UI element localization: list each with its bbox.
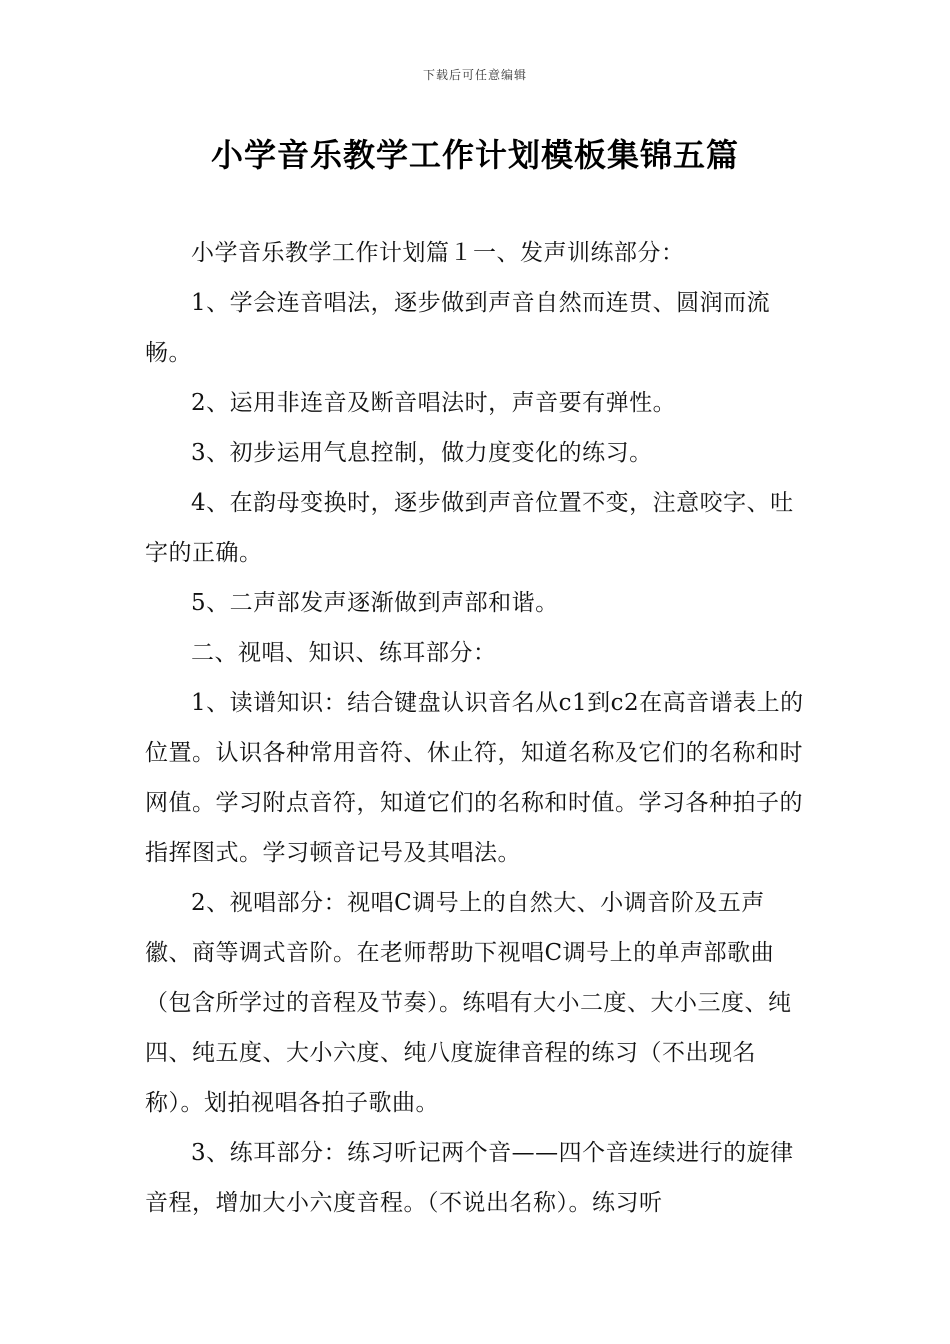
document-title: 小学音乐教学工作计划模板集锦五篇 <box>210 136 739 174</box>
paragraph: 1、读谱知识：结合键盘认识音名从c1到c2在高音谱表上的位置。认识各种常用音符、休止符，知道名称及它们的名称和时网值。学习附点音符，知道它们的名称和时值。学习各种拍子的指挥图式。学习顿音记号及其唱法。 <box>145 690 804 866</box>
paragraph: 3、练耳部分：练习听记两个音——四个音连续进行的旋律音程，增加大小六度音程。（不说出名称）。练习听 <box>145 1140 794 1216</box>
header-note: 下载后可任意编辑 <box>422 68 527 82</box>
paragraph: 3、初步运用气息控制，做力度变化的练习。 <box>191 440 653 466</box>
paragraph: 小学音乐教学工作计划篇１一、发声训练部分： <box>191 240 685 266</box>
paragraph: 二、视唱、知识、练耳部分： <box>191 640 497 666</box>
document-body <box>145 228 810 1228</box>
paragraph: 1、学会连音唱法，逐步做到声音自然而连贯、圆润而流畅。 <box>145 290 771 366</box>
paragraph: 5、二声部发声逐渐做到声部和谐。 <box>191 590 559 616</box>
paragraph: 2、视唱部分：视唱C调号上的自然大、小调音阶及五声徽、商等调式音阶。在老师帮助下视唱C调号上的单声部歌曲（包含所学过的音程及节奏）。练唱有大小二度、大小三度、纯四、纯五度、大小六度、纯八度旋律音程的练习（不出现名称）。划拍视唱各拍子歌曲。 <box>145 890 792 1116</box>
paragraph: 4、在韵母变换时，逐步做到声音位置不变，注意咬字、吐字的正确。 <box>145 490 794 566</box>
paragraph: 2、运用非连音及断音唱法时，声音要有弹性。 <box>191 390 677 416</box>
